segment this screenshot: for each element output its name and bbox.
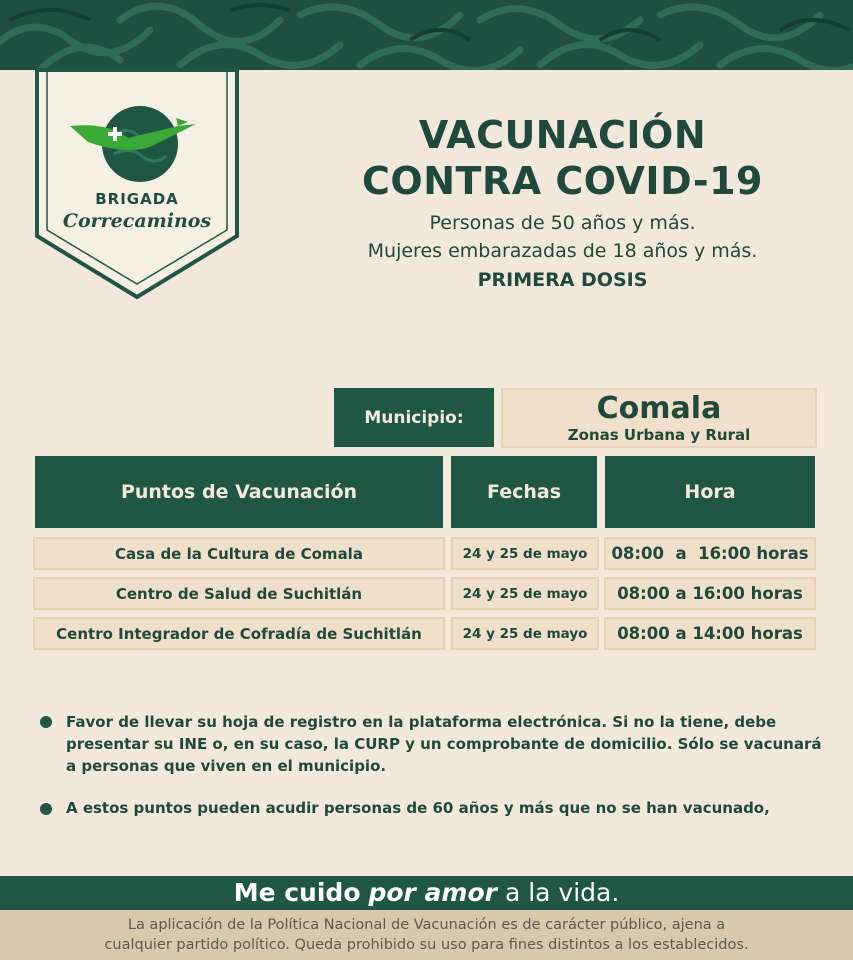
row-3-place: Centro Integrador de Cofradía de Suchitlán — [33, 617, 445, 650]
subtitle-pregnant: Mujeres embarazadas de 18 años y más. — [367, 240, 758, 262]
municipio-name: Comala — [596, 391, 722, 426]
municipio-label: Municipio: — [334, 388, 494, 447]
row-2-time: 08:00 a 16:00 horas — [604, 577, 816, 610]
badge-line-brigada: BRIGADA — [95, 190, 179, 208]
row-2-dates: 24 y 25 de mayo — [451, 577, 599, 610]
row-1-dates: 24 y 25 de mayo — [451, 537, 599, 570]
bullet-icon — [40, 803, 52, 815]
row-2-place: Centro de Salud de Suchitlán — [33, 577, 445, 610]
row-3-dates: 24 y 25 de mayo — [451, 617, 599, 650]
slogan-part-1: Me cuido — [233, 878, 361, 907]
row-3-time: 08:00 a 14:00 horas — [604, 617, 816, 650]
title-line-2: CONTRA COVID-19 — [362, 159, 763, 203]
brigada-badge — [34, 68, 240, 300]
header-puntos: Puntos de Vacunación — [35, 456, 443, 528]
page-title — [300, 112, 825, 204]
slogan-band — [0, 876, 853, 910]
header-hora: Hora — [605, 456, 815, 528]
disclaimer-line-2: cualquier partido político. Queda prohibido su uso para fines distintos a los establecidos. — [104, 937, 749, 953]
roadrunner-globe-icon — [68, 96, 208, 191]
subtitle-age: Personas de 50 años y más. — [429, 212, 696, 234]
bullet-icon — [40, 716, 52, 728]
note-seniors: A estos puntos pueden acudir personas de 60 años y más que no se han vacunado, — [66, 799, 770, 817]
header-fechas: Fechas — [451, 456, 597, 528]
municipio-value — [501, 388, 817, 448]
decorative-pattern — [0, 0, 853, 70]
municipio-zones: Zonas Urbana y Rural — [567, 426, 751, 444]
disclaimer-line-1: La aplicación de la Política Nacional de Vacunación es de carácter público, ajena a — [127, 917, 726, 933]
title-line-1: VACUNACIÓN — [418, 113, 707, 157]
row-1-time: 08:00 a 16:00 horas — [604, 537, 816, 570]
row-1-place: Casa de la Cultura de Comala — [33, 537, 445, 570]
top-pattern-band — [0, 0, 853, 70]
disclaimer — [0, 910, 853, 960]
slogan-part-2: por amor — [368, 878, 497, 907]
subtitle-dose: PRIMERA DOSIS — [477, 269, 648, 291]
slogan-part-3: a la vida. — [504, 878, 620, 907]
badge-line-correcaminos: Correcaminos — [62, 210, 212, 232]
note-registration: Favor de llevar su hoja de registro en la plataforma electrónica. Si no la tiene, debe presentar su INE o, en su caso, la CURP y un comprobante de domicilio. Sólo se vacunará a personas que viven en el municipio. — [66, 713, 822, 775]
